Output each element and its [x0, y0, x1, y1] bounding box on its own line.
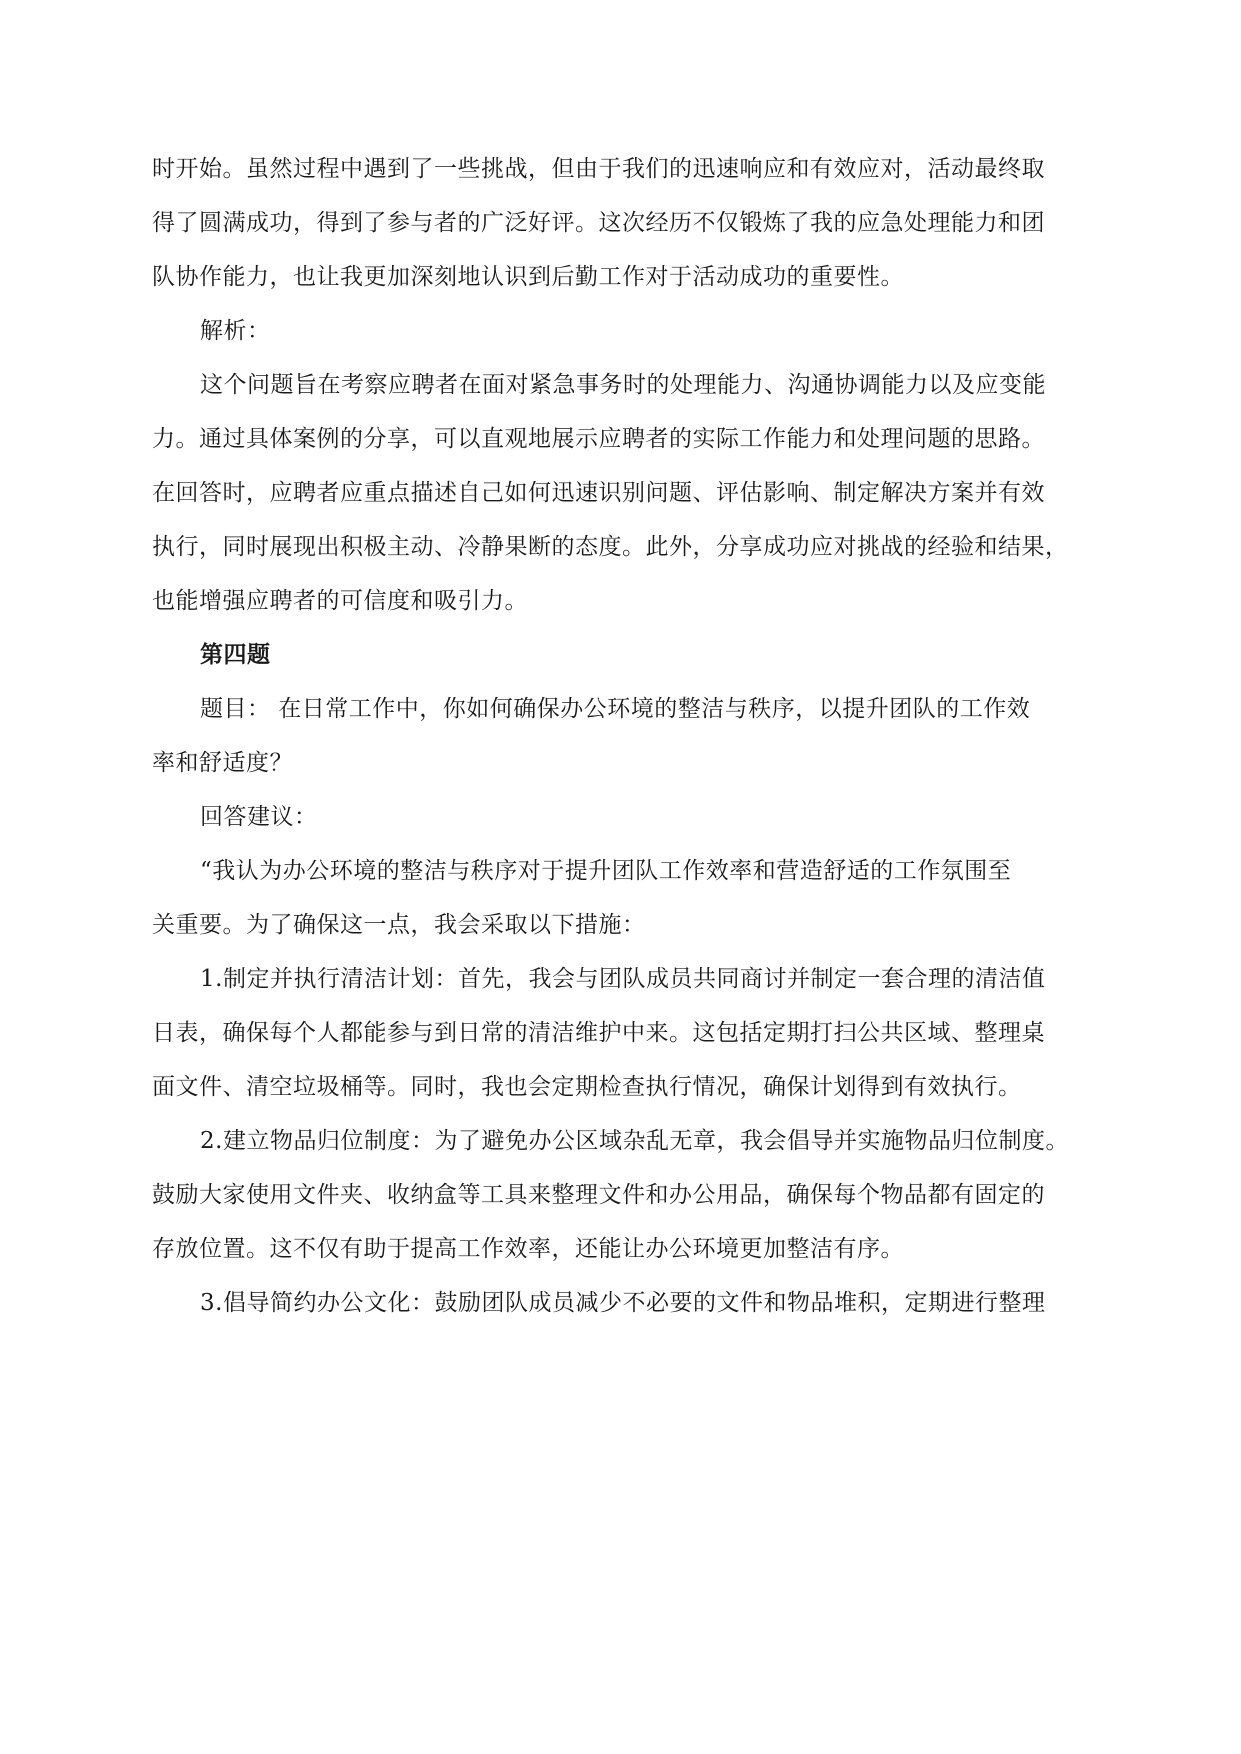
text-line: 时开始。虽然过程中遇到了一些挑战，但由于我们的迅速响应和有效应对，活动最终取 — [152, 156, 1045, 182]
text-line: 2.建立物品归位制度：为了避免办公区域杂乱无章，我会倡导并实施物品归位制度。 — [200, 1128, 1069, 1154]
text-line: 队协作能力，也让我更加深刻地认识到后勤工作对于活动成功的重要性。 — [152, 264, 904, 290]
text-line: 也能增强应聘者的可信度和吸引力。 — [152, 588, 528, 614]
text-line: 在回答时，应聘者应重点描述自己如何迅速识别问题、评估影响、制定解决方案并有效 — [152, 480, 1045, 506]
text-line: 存放位置。这不仅有助于提高工作效率，还能让办公环境更加整洁有序。 — [152, 1236, 904, 1262]
text-line: 得了圆满成功，得到了参与者的广泛好评。这次经历不仅锻炼了我的应急处理能力和团 — [152, 210, 1045, 236]
text-line: 执行，同时展现出积极主动、冷静果断的态度。此外，分享成功应对挑战的经验和结果， — [152, 534, 1069, 560]
text-line: 回答建议： — [200, 804, 318, 830]
text-line: 率和舒适度？ — [152, 750, 293, 776]
text-line: 解析： — [200, 318, 271, 344]
text-line: 1.制定并执行清洁计划：首先，我会与团队成员共同商讨并制定一套合理的清洁值 — [200, 966, 1046, 992]
section-heading: 第四题 — [200, 641, 271, 668]
text-line: 题目： 在日常工作中，你如何确保办公环境的整洁与秩序，以提升团队的工作效 — [200, 696, 1031, 722]
text-line: “我认为办公环境的整洁与秩序对于提升团队工作效率和营造舒适的工作氛围至 — [200, 858, 1012, 884]
text-line: 关重要。为了确保这一点，我会采取以下措施： — [152, 912, 646, 938]
document-body — [152, 142, 1092, 1330]
text-line: 日表，确保每个人都能参与到日常的清洁维护中来。这包括定期打扫公共区域、整理桌 — [152, 1020, 1045, 1046]
text-line: 力。通过具体案例的分享，可以直观地展示应聘者的实际工作能力和处理问题的思路。 — [152, 426, 1045, 452]
text-line: 面文件、清空垃圾桶等。同时，我也会定期检查执行情况，确保计划得到有效执行。 — [152, 1074, 1022, 1100]
text-line: 这个问题旨在考察应聘者在面对紧急事务时的处理能力、沟通协调能力以及应变能 — [200, 372, 1046, 398]
text-line: 鼓励大家使用文件夹、收纳盒等工具来整理文件和办公用品，确保每个物品都有固定的 — [152, 1182, 1045, 1208]
text-line: 3.倡导简约办公文化：鼓励团队成员减少不必要的文件和物品堆积，定期进行整理 — [200, 1290, 1046, 1316]
